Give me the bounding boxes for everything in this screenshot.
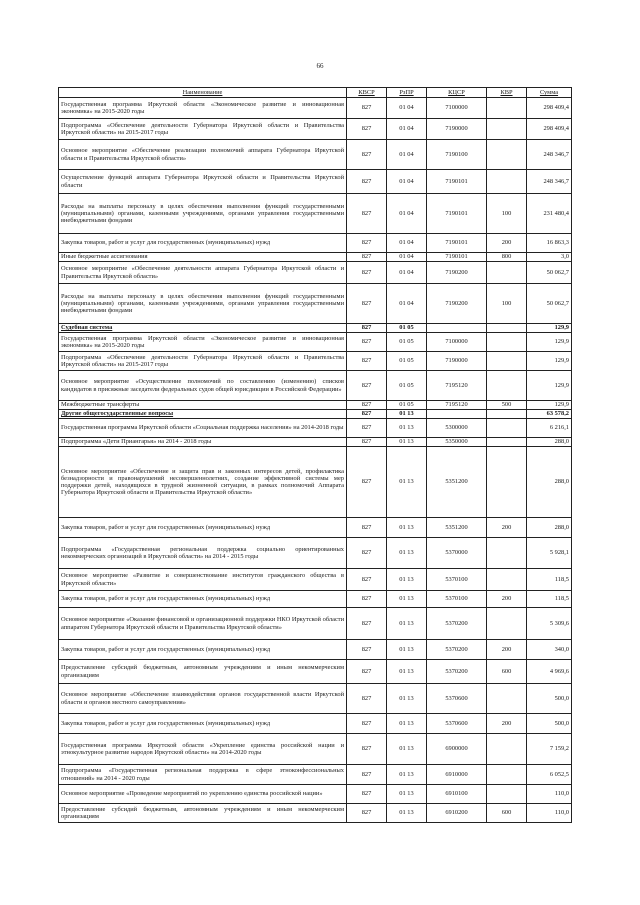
cell-kcsr: 6910200 [427,804,487,823]
cell-name: Подпрограмма «Государственная региональная поддержка в сфере этноконфессиональных отношений» на 2014 - 2020 годы [59,765,347,785]
cell-rzpr: 01 13 [387,804,427,823]
cell-kvr [487,333,527,352]
table-row [59,234,572,253]
cell-name: Основное мероприятие «Обеспечение и защита прав и законных интересов детей, профилактика безнадзорности и правонарушений несовершеннолетних, создание эффективной системы мер поддержки детей, находящихся в трудной жизненной ситуации, в рамках полномочий Аппарата Губернатора Иркутской области и Правительства Иркутской области» [59,447,347,518]
cell-kcsr: 7195120 [427,401,487,410]
cell-kvr [487,262,527,284]
cell-rzpr: 01 05 [387,352,427,371]
table-row [59,170,572,194]
cell-kcsr: 5370600 [427,714,487,734]
cell-sum: 129,9 [527,352,572,371]
table-row [59,640,572,660]
cell-kvsr: 827 [347,253,387,262]
cell-kvr: 600 [487,804,527,823]
cell-name: Закупка товаров, работ и услуг для государственных (муниципальных) нужд [59,714,347,734]
cell-kcsr: 5370100 [427,591,487,608]
cell-name: Другие общегосударственные вопросы [59,410,347,419]
cell-sum: 288,0 [527,518,572,538]
cell-kvsr: 827 [347,447,387,518]
cell-name: Подпрограмма «Государственная региональная поддержка социально ориентированных некоммерческих организаций в Иркутской области» на 2014 - 2015 годы [59,538,347,569]
cell-sum: 118,5 [527,591,572,608]
table-row [59,714,572,734]
cell-kvsr: 827 [347,569,387,591]
table-row [59,785,572,804]
cell-rzpr: 01 04 [387,98,427,119]
cell-name: Государственная программа Иркутской области «Экономическое развитие и инновационная экономика» на 2015-2020 годы [59,333,347,352]
cell-kcsr: 7100000 [427,333,487,352]
cell-kcsr: 7190101 [427,253,487,262]
cell-kvsr: 827 [347,324,387,333]
cell-kvr [487,734,527,765]
cell-name: Основное мероприятие «Оказание финансовой и организационной поддержки НКО Иркутской области аппаратом Губернатора Иркутской области и Правительства Иркутской области» [59,608,347,640]
cell-sum: 129,9 [527,324,572,333]
table-row [59,591,572,608]
cell-name: Основное мероприятие «Обеспечение взаимодействия органов государственной власти Иркутской области и органов местного самоуправления» [59,684,347,714]
cell-rzpr: 01 04 [387,170,427,194]
cell-kvr [487,765,527,785]
cell-kvr: 200 [487,234,527,253]
cell-rzpr: 01 13 [387,785,427,804]
cell-kvsr: 827 [347,140,387,170]
cell-name: Государственная программа Иркутской области «Экономическое развитие и инновационная экономика» на 2015-2020 годы [59,98,347,119]
cell-sum: 63 578,2 [527,410,572,419]
cell-kvsr: 827 [347,591,387,608]
cell-kvsr: 827 [347,734,387,765]
table-row [59,194,572,234]
cell-kcsr: 7190000 [427,352,487,371]
table-row [59,660,572,684]
table-row [59,765,572,785]
column-header-name: Наименование [59,88,347,98]
cell-name: Подпрограмма «Обеспечение деятельности Губернатора Иркутской области и Правительства Иркутской области» на 2015-2017 годы [59,119,347,140]
cell-kvsr: 827 [347,262,387,284]
cell-name: Основное мероприятие «Осуществление полномочий по составлению (изменению) списков кандидатов в присяжные заседатели федеральных судов общей юрисдикции в Российской Федерации» [59,371,347,401]
cell-kvr [487,447,527,518]
header-row [59,88,572,98]
cell-name: Закупка товаров, работ и услуг для государственных (муниципальных) нужд [59,591,347,608]
table-row [59,569,572,591]
cell-sum: 500,0 [527,714,572,734]
cell-kvr: 100 [487,194,527,234]
cell-kcsr: 7190000 [427,119,487,140]
table-row [59,438,572,447]
cell-rzpr: 01 04 [387,140,427,170]
cell-name: Иные бюджетные ассигнования [59,253,347,262]
cell-rzpr: 01 13 [387,410,427,419]
cell-kvr: 100 [487,284,527,324]
cell-kvr [487,324,527,333]
cell-name: Государственная программа Иркутской области «Укрепление единства российской нации и этнокультурное развитие народов Иркутской области» на 2014-2020 годы [59,734,347,765]
cell-rzpr: 01 13 [387,447,427,518]
cell-kvsr: 827 [347,170,387,194]
cell-sum: 340,0 [527,640,572,660]
table-row [59,262,572,284]
cell-kcsr: 7195120 [427,371,487,401]
cell-kvsr: 827 [347,518,387,538]
cell-kvsr: 827 [347,538,387,569]
column-header-rzpr: РзПР [387,88,427,98]
column-header-kvr: КВР [487,88,527,98]
cell-kcsr [427,410,487,419]
cell-kcsr: 6910100 [427,785,487,804]
cell-rzpr: 01 13 [387,569,427,591]
cell-name: Подпрограмма «Обеспечение деятельности Губернатора Иркутской области и Правительства Иркутской области» на 2015-2017 годы [59,352,347,371]
table-row [59,538,572,569]
cell-kvsr: 827 [347,660,387,684]
cell-name: Основное мероприятие «Обеспечение реализации полномочий аппарата Губернатора Иркутской области и Правительства Иркутской области» [59,140,347,170]
table-row [59,410,572,419]
cell-kvsr: 827 [347,804,387,823]
cell-name: Расходы на выплаты персоналу в целях обеспечения выполнения функций государственными (муниципальными) органами, казенными учреждениями, органами управления государственными внебюджетными фондами [59,194,347,234]
cell-kcsr: 5300000 [427,419,487,438]
cell-kvsr: 827 [347,234,387,253]
cell-kcsr: 6900000 [427,734,487,765]
table-row [59,401,572,410]
cell-rzpr: 01 13 [387,714,427,734]
cell-name: Закупка товаров, работ и услуг для государственных (муниципальных) нужд [59,234,347,253]
cell-name: Закупка товаров, работ и услуг для государственных (муниципальных) нужд [59,518,347,538]
cell-kvsr: 827 [347,765,387,785]
cell-kvsr: 827 [347,98,387,119]
cell-kvsr: 827 [347,119,387,140]
cell-name: Подпрограмма «Дети Приангарья» на 2014 - 2018 годы [59,438,347,447]
cell-rzpr: 01 05 [387,333,427,352]
cell-rzpr: 01 04 [387,284,427,324]
cell-name: Основное мероприятие «Развитие и совершенствование институтов гражданского общества в Иркутской области» [59,569,347,591]
cell-kcsr: 5370100 [427,569,487,591]
cell-kvsr: 827 [347,194,387,234]
table-row [59,253,572,262]
cell-kvr [487,785,527,804]
table-row [59,140,572,170]
table-row [59,804,572,823]
cell-kcsr: 5370600 [427,684,487,714]
cell-rzpr: 01 13 [387,765,427,785]
cell-sum: 118,5 [527,569,572,591]
cell-sum: 7 159,2 [527,734,572,765]
cell-kcsr: 5351200 [427,447,487,518]
cell-sum: 50 062,7 [527,262,572,284]
table-row [59,734,572,765]
cell-kcsr [427,324,487,333]
cell-sum: 129,9 [527,401,572,410]
cell-sum: 129,9 [527,333,572,352]
cell-rzpr: 01 13 [387,538,427,569]
cell-kvr: 600 [487,660,527,684]
cell-sum: 298 409,4 [527,98,572,119]
table-row [59,518,572,538]
cell-kvsr: 827 [347,352,387,371]
cell-kvsr: 827 [347,401,387,410]
table-row [59,608,572,640]
cell-rzpr: 01 13 [387,684,427,714]
cell-sum: 288,0 [527,447,572,518]
cell-rzpr: 01 13 [387,660,427,684]
cell-kcsr: 7190200 [427,262,487,284]
cell-name: Межбюджетные трансферты [59,401,347,410]
table-row [59,352,572,371]
cell-name: Осуществление функций аппарата Губернатора Иркутской области и Правительства Иркутской области [59,170,347,194]
cell-sum: 248 346,7 [527,170,572,194]
cell-rzpr: 01 05 [387,371,427,401]
cell-sum: 5 309,6 [527,608,572,640]
cell-kcsr: 5370200 [427,660,487,684]
cell-kvr [487,170,527,194]
cell-rzpr: 01 13 [387,640,427,660]
cell-kcsr: 6910000 [427,765,487,785]
cell-sum: 6 216,1 [527,419,572,438]
cell-rzpr: 01 04 [387,253,427,262]
cell-kvr [487,608,527,640]
cell-sum: 5 928,1 [527,538,572,569]
cell-kcsr: 5351200 [427,518,487,538]
cell-sum: 110,0 [527,785,572,804]
cell-sum: 110,0 [527,804,572,823]
cell-kvr [487,684,527,714]
table-header [59,88,572,98]
table-row [59,371,572,401]
cell-kvr [487,98,527,119]
cell-kvr: 200 [487,591,527,608]
table-row [59,333,572,352]
cell-sum: 248 346,7 [527,140,572,170]
cell-kvr [487,140,527,170]
table-row [59,284,572,324]
cell-kvsr: 827 [347,333,387,352]
cell-rzpr: 01 05 [387,324,427,333]
cell-sum: 3,0 [527,253,572,262]
cell-kvsr: 827 [347,371,387,401]
cell-kcsr: 7190200 [427,284,487,324]
cell-kvr [487,538,527,569]
cell-name: Расходы на выплаты персоналу в целях обеспечения выполнения функций государственными (муниципальными) органами, казенными учреждениями, органами управления государственными внебюджетными фондами [59,284,347,324]
cell-kvsr: 827 [347,684,387,714]
cell-kcsr: 5370200 [427,608,487,640]
cell-kcsr: 7190100 [427,140,487,170]
cell-kcsr: 7100000 [427,98,487,119]
cell-kvr [487,419,527,438]
cell-name: Основное мероприятие «Обеспечение деятельности аппарата Губернатора Иркутской области и Правительства Иркутской области» [59,262,347,284]
cell-rzpr: 01 04 [387,262,427,284]
cell-name: Предоставление субсидий бюджетным, автономным учреждениям и иным некоммерческим организациям [59,804,347,823]
cell-kcsr: 5370000 [427,538,487,569]
cell-sum: 500,0 [527,684,572,714]
cell-name: Судебная система [59,324,347,333]
cell-rzpr: 01 13 [387,419,427,438]
cell-rzpr: 01 13 [387,438,427,447]
cell-kvr: 800 [487,253,527,262]
cell-kvr: 200 [487,714,527,734]
cell-kvsr: 827 [347,284,387,324]
table-row [59,98,572,119]
cell-kvsr: 827 [347,714,387,734]
cell-kvsr: 827 [347,640,387,660]
cell-kvsr: 827 [347,438,387,447]
column-header-sum: Сумма [527,88,572,98]
cell-name: Государственная программа Иркутской области «Социальная поддержка населения» на 2014-2018 годы [59,419,347,438]
column-header-kvsr: КВСР [347,88,387,98]
cell-kcsr: 5350000 [427,438,487,447]
column-header-kcsr: КЦСР [427,88,487,98]
cell-rzpr: 01 05 [387,401,427,410]
cell-sum: 50 062,7 [527,284,572,324]
table-row [59,419,572,438]
budget-table [58,87,572,823]
cell-rzpr: 01 13 [387,591,427,608]
cell-name: Предоставление субсидий бюджетным, автономным учреждениям и иным некоммерческим организациям [59,660,347,684]
cell-kvr: 200 [487,518,527,538]
cell-kvr [487,410,527,419]
cell-name: Закупка товаров, работ и услуг для государственных (муниципальных) нужд [59,640,347,660]
cell-kcsr: 7190101 [427,194,487,234]
cell-rzpr: 01 04 [387,194,427,234]
cell-rzpr: 01 04 [387,234,427,253]
cell-kvr: 200 [487,640,527,660]
cell-sum: 288,0 [527,438,572,447]
cell-name: Основное мероприятие «Проведение мероприятий по укреплению единства российской нации» [59,785,347,804]
cell-kcsr: 5370200 [427,640,487,660]
cell-kvr: 500 [487,401,527,410]
cell-sum: 231 480,4 [527,194,572,234]
cell-kvsr: 827 [347,419,387,438]
cell-kvsr: 827 [347,410,387,419]
cell-kvr [487,119,527,140]
cell-kcsr: 7190101 [427,170,487,194]
cell-rzpr: 01 13 [387,734,427,765]
cell-kvr [487,438,527,447]
cell-rzpr: 01 13 [387,518,427,538]
cell-sum: 298 409,4 [527,119,572,140]
cell-kvr [487,569,527,591]
table-row [59,684,572,714]
cell-sum: 6 052,5 [527,765,572,785]
cell-sum: 129,9 [527,371,572,401]
cell-kvr [487,371,527,401]
table-row [59,447,572,518]
cell-rzpr: 01 13 [387,608,427,640]
cell-kcsr: 7190101 [427,234,487,253]
table-row [59,324,572,333]
table-body [59,98,572,823]
page-number: 66 [316,62,324,70]
cell-kvsr: 827 [347,608,387,640]
cell-kvsr: 827 [347,785,387,804]
cell-sum: 4 969,6 [527,660,572,684]
cell-kvr [487,352,527,371]
table-row [59,119,572,140]
cell-sum: 16 863,3 [527,234,572,253]
cell-rzpr: 01 04 [387,119,427,140]
